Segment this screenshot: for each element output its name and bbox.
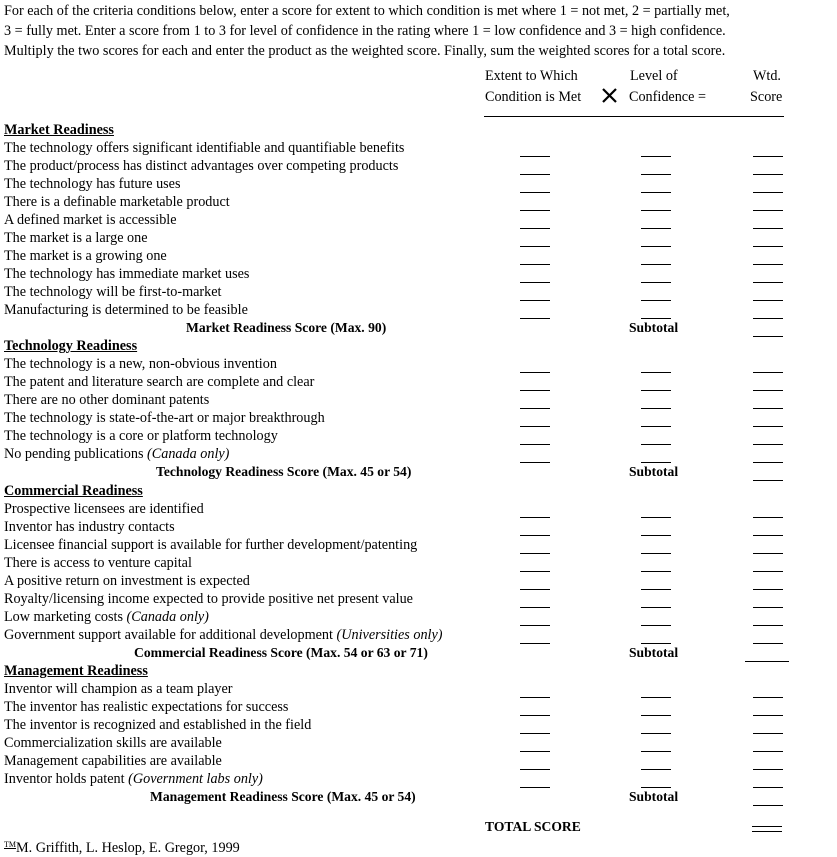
confidence-score-blank[interactable] bbox=[641, 715, 671, 716]
confidence-score-blank[interactable] bbox=[641, 733, 671, 734]
criterion-text: The inventor is recognized and established in the field bbox=[4, 717, 312, 733]
trademark-mark: TM bbox=[4, 840, 16, 849]
criterion-row bbox=[4, 590, 413, 608]
extent-score-blank[interactable] bbox=[520, 535, 550, 536]
criterion-row bbox=[4, 229, 148, 247]
weighted-score-blank[interactable] bbox=[753, 228, 783, 229]
criterion-note: (Canada only) bbox=[126, 609, 209, 625]
criterion-row bbox=[4, 301, 248, 319]
criterion-row bbox=[4, 680, 233, 698]
weighted-score-blank[interactable] bbox=[753, 751, 783, 752]
criterion-row bbox=[4, 355, 277, 373]
section-score-label: Technology Readiness Score (Max. 45 or 54) bbox=[156, 464, 412, 479]
weighted-score-blank[interactable] bbox=[753, 264, 783, 265]
weighted-score-blank[interactable] bbox=[753, 553, 783, 554]
weighted-score-blank[interactable] bbox=[753, 246, 783, 247]
criterion-text: The technology is state-of-the-art or major breakthrough bbox=[4, 410, 325, 426]
criterion-text: The technology is a new, non-obvious invention bbox=[4, 356, 277, 372]
criterion-text: There is access to venture capital bbox=[4, 555, 192, 571]
confidence-score-blank[interactable] bbox=[641, 444, 671, 445]
total-score-label: TOTAL SCORE bbox=[485, 819, 581, 834]
criterion-note: (Canada only) bbox=[147, 446, 230, 462]
instructions-line-1: For each of the criteria conditions below, enter a score for extent to which condition is met where 1 = not met, 2 = partially met, bbox=[4, 3, 730, 19]
extent-score-blank[interactable] bbox=[520, 769, 550, 770]
confidence-score-blank[interactable] bbox=[641, 535, 671, 536]
extent-score-blank[interactable] bbox=[520, 715, 550, 716]
criterion-text: The technology will be first-to-market bbox=[4, 284, 222, 300]
score-header-line-1: Wtd. bbox=[753, 68, 781, 84]
weighted-score-blank[interactable] bbox=[753, 787, 783, 788]
extent-score-blank[interactable] bbox=[520, 517, 550, 518]
extent-score-blank[interactable] bbox=[520, 571, 550, 572]
extent-score-blank[interactable] bbox=[520, 589, 550, 590]
confidence-score-blank[interactable] bbox=[641, 607, 671, 608]
criterion-row bbox=[4, 445, 229, 463]
weighted-score-blank[interactable] bbox=[753, 192, 783, 193]
extent-score-blank[interactable] bbox=[520, 246, 550, 247]
weighted-score-blank[interactable] bbox=[753, 715, 783, 716]
subtotal-score-blank[interactable] bbox=[745, 661, 789, 662]
criterion-row bbox=[4, 193, 230, 211]
criterion-text: A positive return on investment is expected bbox=[4, 573, 250, 589]
weighted-score-blank[interactable] bbox=[753, 408, 783, 409]
confidence-score-blank[interactable] bbox=[641, 300, 671, 301]
criterion-text: The inventor has realistic expectations for success bbox=[4, 699, 289, 715]
extent-score-blank[interactable] bbox=[520, 426, 550, 427]
criterion-row bbox=[4, 373, 314, 391]
criterion-text: The patent and literature search are complete and clear bbox=[4, 374, 315, 390]
extent-score-blank[interactable] bbox=[520, 625, 550, 626]
extent-score-blank[interactable] bbox=[520, 156, 550, 157]
criterion-row bbox=[4, 608, 209, 626]
extent-score-blank[interactable] bbox=[520, 282, 550, 283]
weighted-score-blank[interactable] bbox=[753, 697, 783, 698]
weighted-score-blank[interactable] bbox=[753, 643, 783, 644]
subtotal-label: Subtotal bbox=[629, 789, 679, 804]
confidence-score-blank[interactable] bbox=[641, 408, 671, 409]
weighted-score-blank[interactable] bbox=[753, 462, 783, 463]
confidence-score-blank[interactable] bbox=[641, 246, 671, 247]
weighted-score-blank[interactable] bbox=[753, 535, 783, 536]
confidence-score-blank[interactable] bbox=[641, 769, 671, 770]
extent-score-blank[interactable] bbox=[520, 264, 550, 265]
criterion-row bbox=[4, 752, 222, 770]
weighted-score-blank[interactable] bbox=[753, 372, 783, 373]
criterion-row bbox=[4, 283, 221, 301]
weighted-score-blank[interactable] bbox=[753, 607, 783, 608]
criterion-row bbox=[4, 572, 250, 590]
criterion-row bbox=[4, 734, 222, 752]
criterion-row bbox=[4, 626, 443, 644]
subtotal-score-blank[interactable] bbox=[753, 805, 783, 806]
confidence-score-blank[interactable] bbox=[641, 751, 671, 752]
confidence-header-line-2: Confidence = bbox=[629, 89, 706, 105]
section-title: Management Readiness bbox=[4, 663, 148, 679]
criterion-row bbox=[4, 265, 249, 283]
criterion-text: Royalty/licensing income expected to provide positive net present value bbox=[4, 591, 413, 607]
weighted-score-blank[interactable] bbox=[753, 444, 783, 445]
confidence-score-blank[interactable] bbox=[641, 426, 671, 427]
confidence-header-line-1: Level of bbox=[630, 68, 678, 84]
subtotal-score-blank[interactable] bbox=[753, 336, 783, 337]
criterion-text: There is a definable marketable product bbox=[4, 194, 230, 210]
criterion-row bbox=[4, 157, 398, 175]
criterion-row bbox=[4, 518, 175, 536]
criterion-row bbox=[4, 554, 192, 572]
criterion-text: Government support available for additional development bbox=[4, 627, 337, 643]
weighted-score-blank[interactable] bbox=[753, 282, 783, 283]
section-title: Market Readiness bbox=[4, 122, 114, 138]
criterion-note: (Universities only) bbox=[336, 627, 443, 643]
criterion-row bbox=[4, 391, 209, 409]
extent-score-blank[interactable] bbox=[520, 462, 550, 463]
criterion-text: Prospective licensees are identified bbox=[4, 501, 204, 517]
criterion-text: The technology offers significant identifiable and quantifiable benefits bbox=[4, 140, 405, 156]
extent-score-blank[interactable] bbox=[520, 174, 550, 175]
confidence-score-blank[interactable] bbox=[641, 571, 671, 572]
extent-score-blank[interactable] bbox=[520, 607, 550, 608]
section-title: Commercial Readiness bbox=[4, 483, 143, 499]
weighted-score-blank[interactable] bbox=[753, 156, 783, 157]
section-title: Technology Readiness bbox=[4, 338, 138, 354]
criterion-row bbox=[4, 211, 177, 229]
criterion-row bbox=[4, 770, 263, 788]
weighted-score-blank[interactable] bbox=[753, 733, 783, 734]
instructions-line-2: 3 = fully met. Enter a score from 1 to 3 for level of confidence in the rating where 1 = low confidence and 3 = high confidence. bbox=[4, 23, 726, 39]
criterion-text: The market is a growing one bbox=[4, 248, 167, 264]
total-score-blank[interactable] bbox=[752, 826, 782, 827]
criterion-row bbox=[4, 409, 325, 427]
criterion-text: The technology has future uses bbox=[4, 176, 181, 192]
weighted-score-blank[interactable] bbox=[753, 318, 783, 319]
confidence-score-blank[interactable] bbox=[641, 553, 671, 554]
weighted-score-blank[interactable] bbox=[753, 769, 783, 770]
extent-score-blank[interactable] bbox=[520, 390, 550, 391]
confidence-score-blank[interactable] bbox=[641, 282, 671, 283]
criterion-row bbox=[4, 500, 204, 518]
confidence-score-blank[interactable] bbox=[641, 390, 671, 391]
criterion-text: The market is a large one bbox=[4, 230, 148, 246]
criterion-row bbox=[4, 427, 278, 445]
extent-score-blank[interactable] bbox=[520, 751, 550, 752]
extent-score-blank[interactable] bbox=[520, 408, 550, 409]
criterion-row bbox=[4, 139, 404, 157]
subtotal-score-blank[interactable] bbox=[753, 480, 783, 481]
weighted-score-blank[interactable] bbox=[753, 517, 783, 518]
subtotal-label: Subtotal bbox=[629, 645, 679, 660]
confidence-score-blank[interactable] bbox=[641, 517, 671, 518]
extent-score-blank[interactable] bbox=[520, 787, 550, 788]
criterion-text: Licensee financial support is available for further development/patenting bbox=[4, 537, 418, 553]
extent-score-blank[interactable] bbox=[520, 192, 550, 193]
weighted-score-blank[interactable] bbox=[753, 210, 783, 211]
instructions-line-3: Multiply the two scores for each and enter the product as the weighted score. Finally, sum the weighted scores for a total score. bbox=[4, 43, 726, 59]
confidence-score-blank[interactable] bbox=[641, 210, 671, 211]
criterion-text: Manufacturing is determined to be feasible bbox=[4, 302, 248, 318]
confidence-score-blank[interactable] bbox=[641, 264, 671, 265]
weighted-score-blank[interactable] bbox=[753, 571, 783, 572]
subtotal-label: Subtotal bbox=[629, 464, 679, 479]
credit-text: M. Griffith, L. Heslop, E. Gregor, 1999 bbox=[16, 840, 240, 856]
confidence-score-blank[interactable] bbox=[641, 372, 671, 373]
criterion-text: Commercialization skills are available bbox=[4, 735, 222, 751]
criterion-text: Inventor has industry contacts bbox=[4, 519, 175, 535]
criterion-text: A defined market is accessible bbox=[4, 212, 177, 228]
extent-score-blank[interactable] bbox=[520, 372, 550, 373]
extent-score-blank[interactable] bbox=[520, 643, 550, 644]
weighted-score-blank[interactable] bbox=[753, 174, 783, 175]
criterion-row bbox=[4, 247, 167, 265]
criterion-row bbox=[4, 698, 288, 716]
criterion-note: (Government labs only) bbox=[128, 771, 263, 787]
weighted-score-blank[interactable] bbox=[753, 300, 783, 301]
criterion-row bbox=[4, 175, 181, 193]
weighted-score-blank[interactable] bbox=[753, 625, 783, 626]
criterion-text: The technology is a core or platform technology bbox=[4, 428, 278, 444]
criterion-row bbox=[4, 716, 311, 734]
section-score-label: Commercial Readiness Score (Max. 54 or 63 or 71) bbox=[134, 645, 428, 660]
criterion-text: No pending publications bbox=[4, 446, 148, 462]
extent-score-blank[interactable] bbox=[520, 444, 550, 445]
subtotal-label: Subtotal bbox=[629, 320, 679, 335]
confidence-score-blank[interactable] bbox=[641, 625, 671, 626]
extent-score-blank[interactable] bbox=[520, 733, 550, 734]
section-score-label: Management Readiness Score (Max. 45 or 54) bbox=[150, 789, 416, 804]
extent-header-line-2: Condition is Met bbox=[485, 89, 582, 105]
confidence-score-blank[interactable] bbox=[641, 697, 671, 698]
criterion-text: The product/process has distinct advantages over competing products bbox=[4, 158, 399, 174]
extent-header-line-1: Extent to Which bbox=[485, 68, 578, 84]
confidence-score-blank[interactable] bbox=[641, 192, 671, 193]
extent-score-blank[interactable] bbox=[520, 210, 550, 211]
section-score-label: Market Readiness Score (Max. 90) bbox=[186, 320, 387, 335]
weighted-score-blank[interactable] bbox=[753, 426, 783, 427]
criterion-text: The technology has immediate market uses bbox=[4, 266, 250, 282]
criterion-text: Management capabilities are available bbox=[4, 753, 222, 769]
score-header-line-2: Score bbox=[750, 89, 783, 105]
criterion-text: Inventor holds patent bbox=[4, 771, 129, 787]
weighted-score-blank[interactable] bbox=[753, 589, 783, 590]
extent-score-blank[interactable] bbox=[520, 318, 550, 319]
confidence-score-blank[interactable] bbox=[641, 589, 671, 590]
confidence-score-blank[interactable] bbox=[641, 228, 671, 229]
confidence-score-blank[interactable] bbox=[641, 174, 671, 175]
extent-score-blank[interactable] bbox=[520, 300, 550, 301]
extent-score-blank[interactable] bbox=[520, 553, 550, 554]
extent-score-blank[interactable] bbox=[520, 697, 550, 698]
confidence-score-blank[interactable] bbox=[641, 156, 671, 157]
criterion-text: There are no other dominant patents bbox=[4, 392, 210, 408]
extent-score-blank[interactable] bbox=[520, 228, 550, 229]
criterion-text: Low marketing costs bbox=[4, 609, 127, 625]
criterion-row bbox=[4, 536, 417, 554]
total-score-double-rule bbox=[752, 831, 782, 832]
weighted-score-blank[interactable] bbox=[753, 390, 783, 391]
criterion-text: Inventor will champion as a team player bbox=[4, 681, 233, 697]
